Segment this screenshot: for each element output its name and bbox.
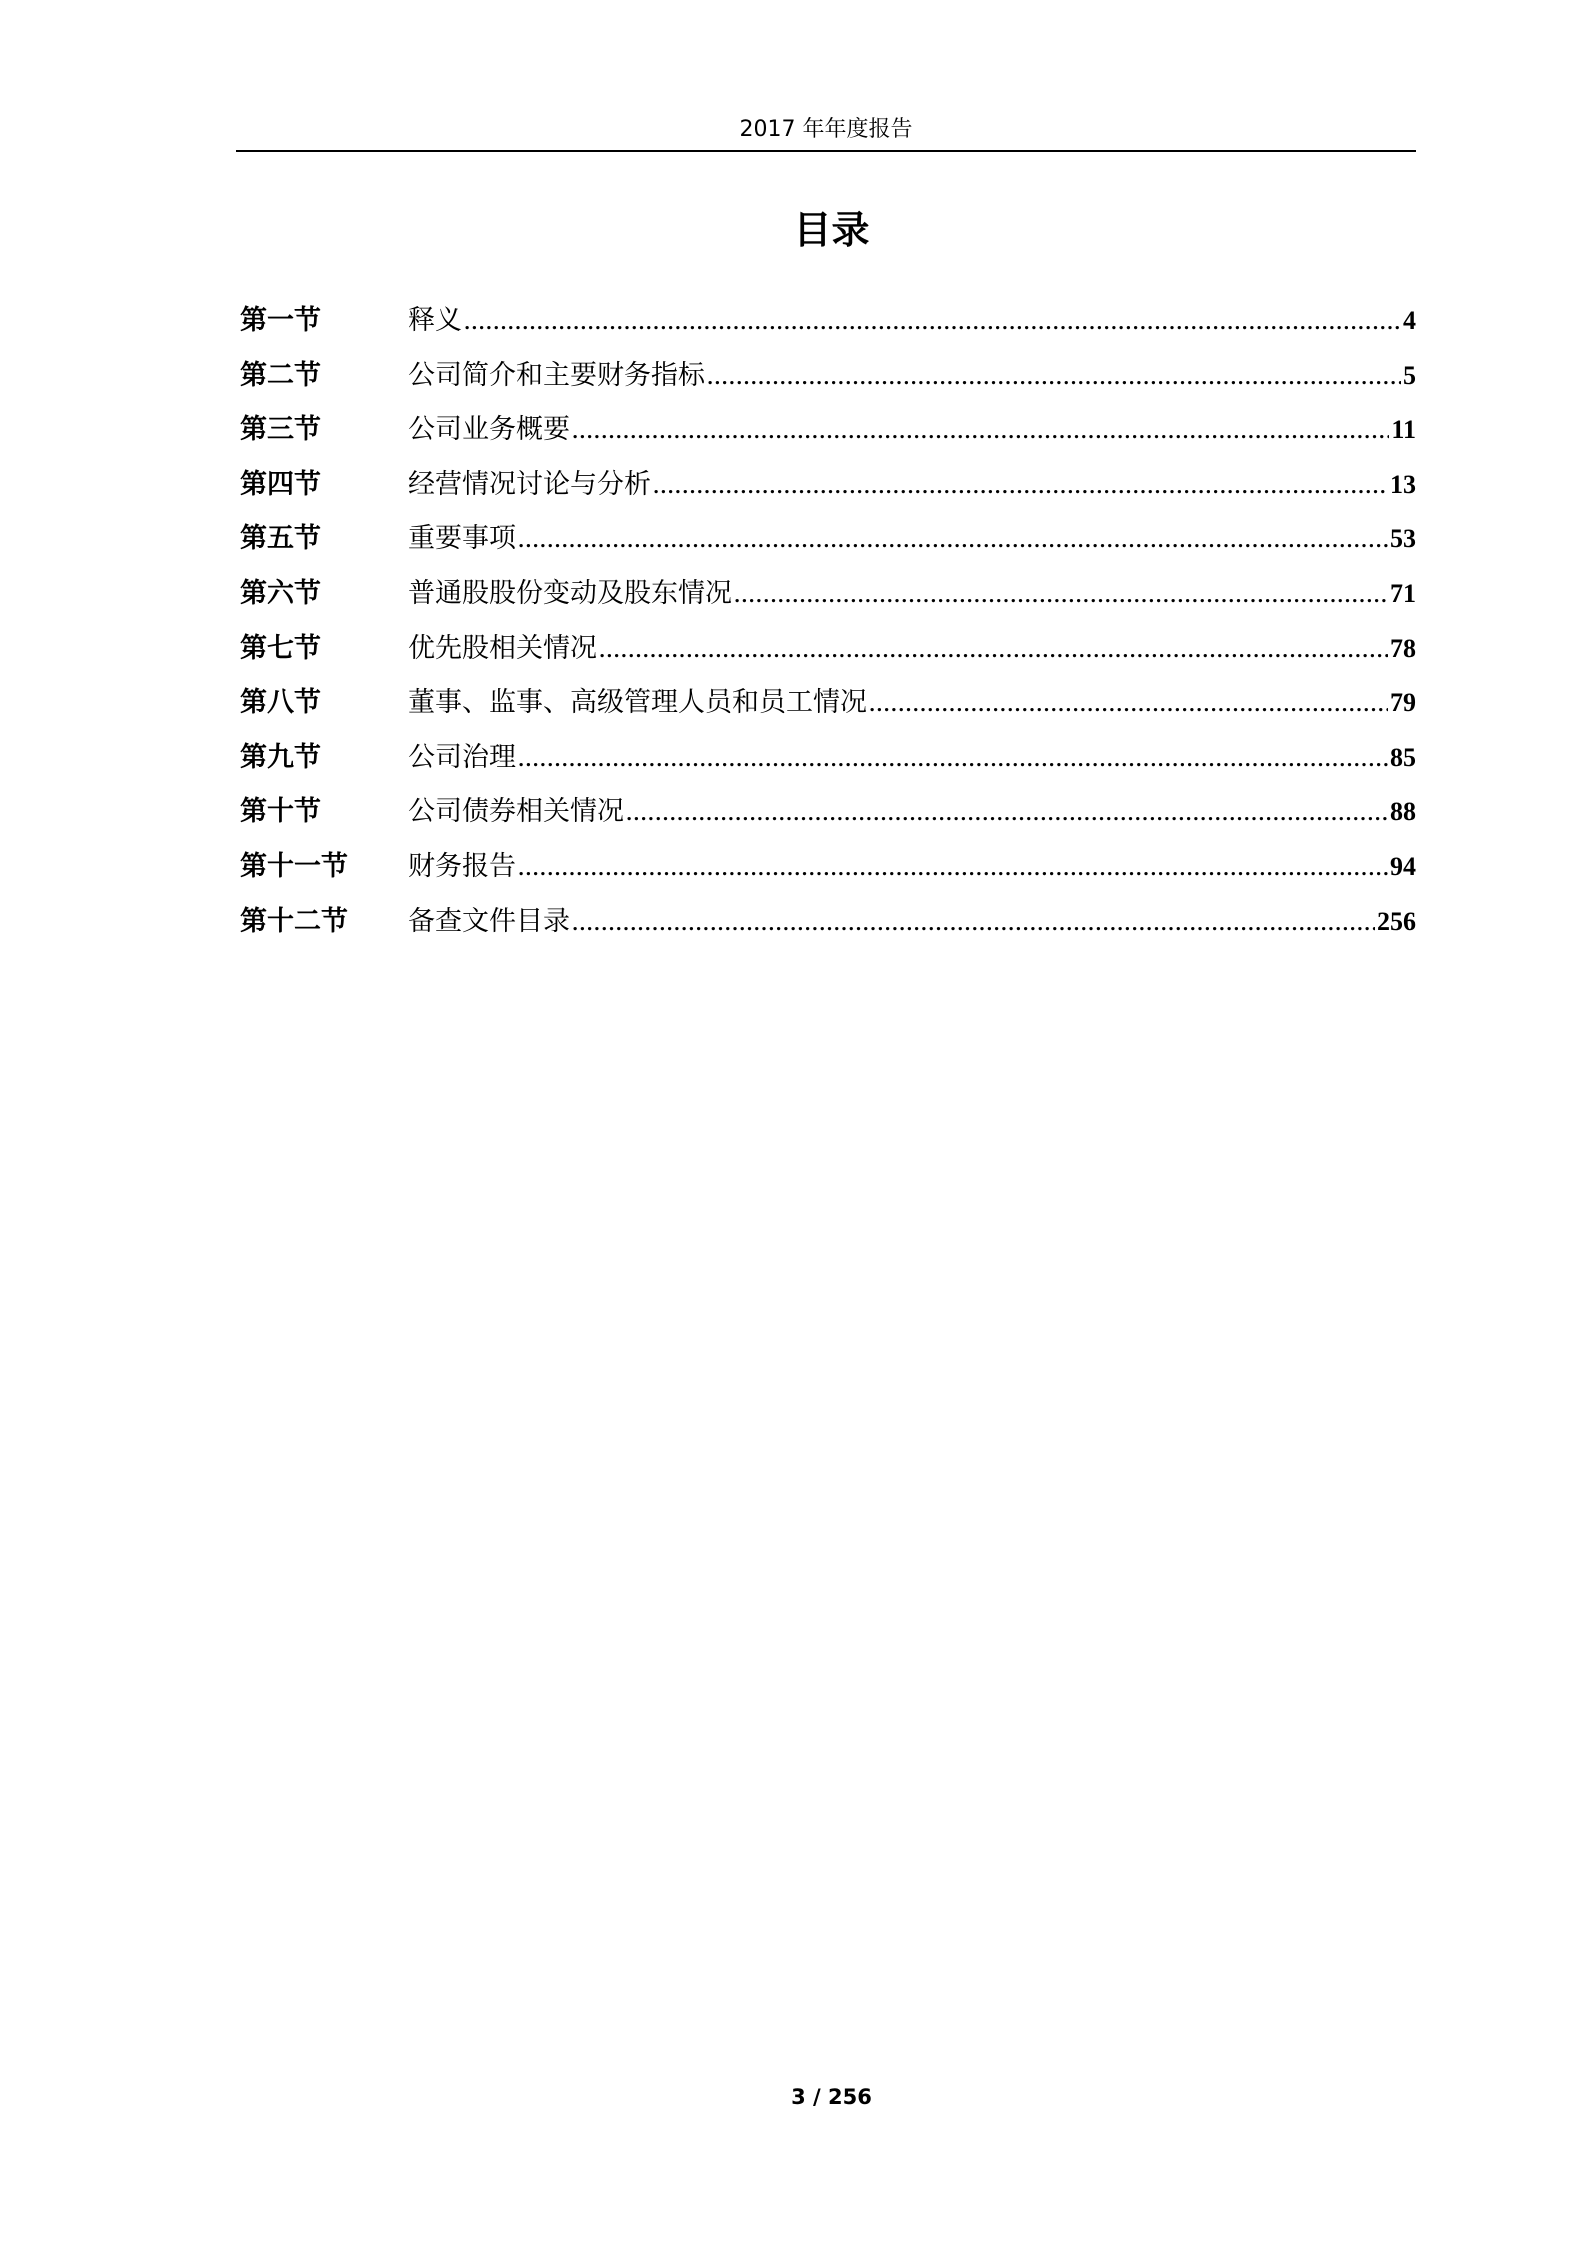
toc-entry xyxy=(408,789,1416,828)
toc-item-12[interactable] xyxy=(240,899,1416,954)
toc-page-number: 71 xyxy=(1390,578,1416,608)
toc-page-number: 85 xyxy=(1390,742,1416,772)
toc-page-number: 79 xyxy=(1390,688,1416,718)
toc-entry xyxy=(408,680,1416,719)
toc-section-number: 第五节 xyxy=(240,523,321,555)
toc-section-number: 第一节 xyxy=(240,305,321,336)
toc-page-number: 5 xyxy=(1403,360,1416,390)
toc-section-number: 第十一节 xyxy=(240,850,348,882)
toc-item-4[interactable] xyxy=(240,462,1416,517)
toc-page-number: 256 xyxy=(1377,906,1416,936)
page-header xyxy=(236,110,1416,152)
table-of-contents xyxy=(240,298,1416,953)
toc-entry-label: 公司治理 xyxy=(408,741,516,773)
toc-leader-dots xyxy=(518,750,1388,771)
toc-entry-label: 公司业务概要 xyxy=(408,414,570,446)
toc-item-10[interactable] xyxy=(240,789,1416,844)
toc-leader-dots xyxy=(869,695,1388,716)
toc-section-number: 第二节 xyxy=(240,359,321,391)
toc-entry-label: 公司债券相关情况 xyxy=(408,796,624,828)
toc-page-number: 78 xyxy=(1390,633,1416,663)
toc-entry xyxy=(408,735,1416,774)
toc-leader-dots xyxy=(572,914,1375,935)
toc-page-number: 13 xyxy=(1390,469,1416,499)
toc-item-6[interactable] xyxy=(240,571,1416,626)
toc-entry-label: 释义 xyxy=(408,305,462,336)
toc-leader-dots xyxy=(707,368,1401,389)
toc-entry-label: 重要事项 xyxy=(408,523,516,555)
toc-leader-dots xyxy=(599,641,1388,662)
toc-item-5[interactable] xyxy=(240,516,1416,571)
toc-entry-label: 财务报告 xyxy=(408,850,516,882)
toc-leader-dots xyxy=(464,313,1401,334)
toc-entry xyxy=(408,407,1416,446)
toc-page-number: 4 xyxy=(1403,306,1416,335)
toc-page-number: 53 xyxy=(1390,524,1416,554)
toc-item-8[interactable] xyxy=(240,680,1416,735)
toc-leader-dots xyxy=(518,859,1388,880)
toc-entry-label: 经营情况讨论与分析 xyxy=(408,468,651,500)
toc-section-number: 第六节 xyxy=(240,577,321,609)
toc-section-number: 第九节 xyxy=(240,741,321,773)
toc-item-2[interactable] xyxy=(240,353,1416,408)
toc-entry xyxy=(408,462,1416,501)
toc-entry-label: 公司简介和主要财务指标 xyxy=(408,359,705,391)
toc-item-3[interactable] xyxy=(240,407,1416,462)
toc-leader-dots xyxy=(653,477,1388,498)
toc-entry xyxy=(408,516,1416,555)
toc-item-7[interactable] xyxy=(240,626,1416,681)
toc-page-number: 94 xyxy=(1390,851,1416,881)
toc-entry-label: 备查文件目录 xyxy=(408,905,570,937)
toc-entry xyxy=(408,571,1416,610)
toc-entry-label: 优先股相关情况 xyxy=(408,632,597,664)
toc-title: 目录 xyxy=(793,208,870,252)
toc-leader-dots xyxy=(518,531,1388,552)
toc-item-1[interactable] xyxy=(240,298,1416,353)
toc-leader-dots xyxy=(572,422,1389,443)
report-title: 2017 年年度报告 xyxy=(739,117,913,142)
toc-item-9[interactable] xyxy=(240,735,1416,790)
toc-entry-label: 董事、监事、高级管理人员和员工情况 xyxy=(408,687,867,719)
toc-entry xyxy=(408,844,1416,883)
toc-section-number: 第八节 xyxy=(240,687,321,719)
toc-section-number: 第七节 xyxy=(240,632,321,664)
toc-entry xyxy=(408,298,1416,337)
toc-entry xyxy=(408,899,1416,938)
toc-section-number: 第十二节 xyxy=(240,905,348,937)
page-number-footer: 3 / 256 xyxy=(791,2085,872,2109)
toc-section-number: 第三节 xyxy=(240,414,321,446)
toc-entry xyxy=(408,353,1416,392)
toc-page-number: 88 xyxy=(1390,797,1416,827)
toc-page-number: 11 xyxy=(1391,415,1416,445)
toc-entry xyxy=(408,626,1416,665)
toc-item-11[interactable] xyxy=(240,844,1416,899)
toc-section-number: 第十节 xyxy=(240,796,321,828)
toc-entry-label: 普通股股份变动及股东情况 xyxy=(408,577,732,609)
toc-leader-dots xyxy=(626,804,1388,825)
toc-leader-dots xyxy=(734,586,1388,607)
toc-section-number: 第四节 xyxy=(240,468,321,500)
